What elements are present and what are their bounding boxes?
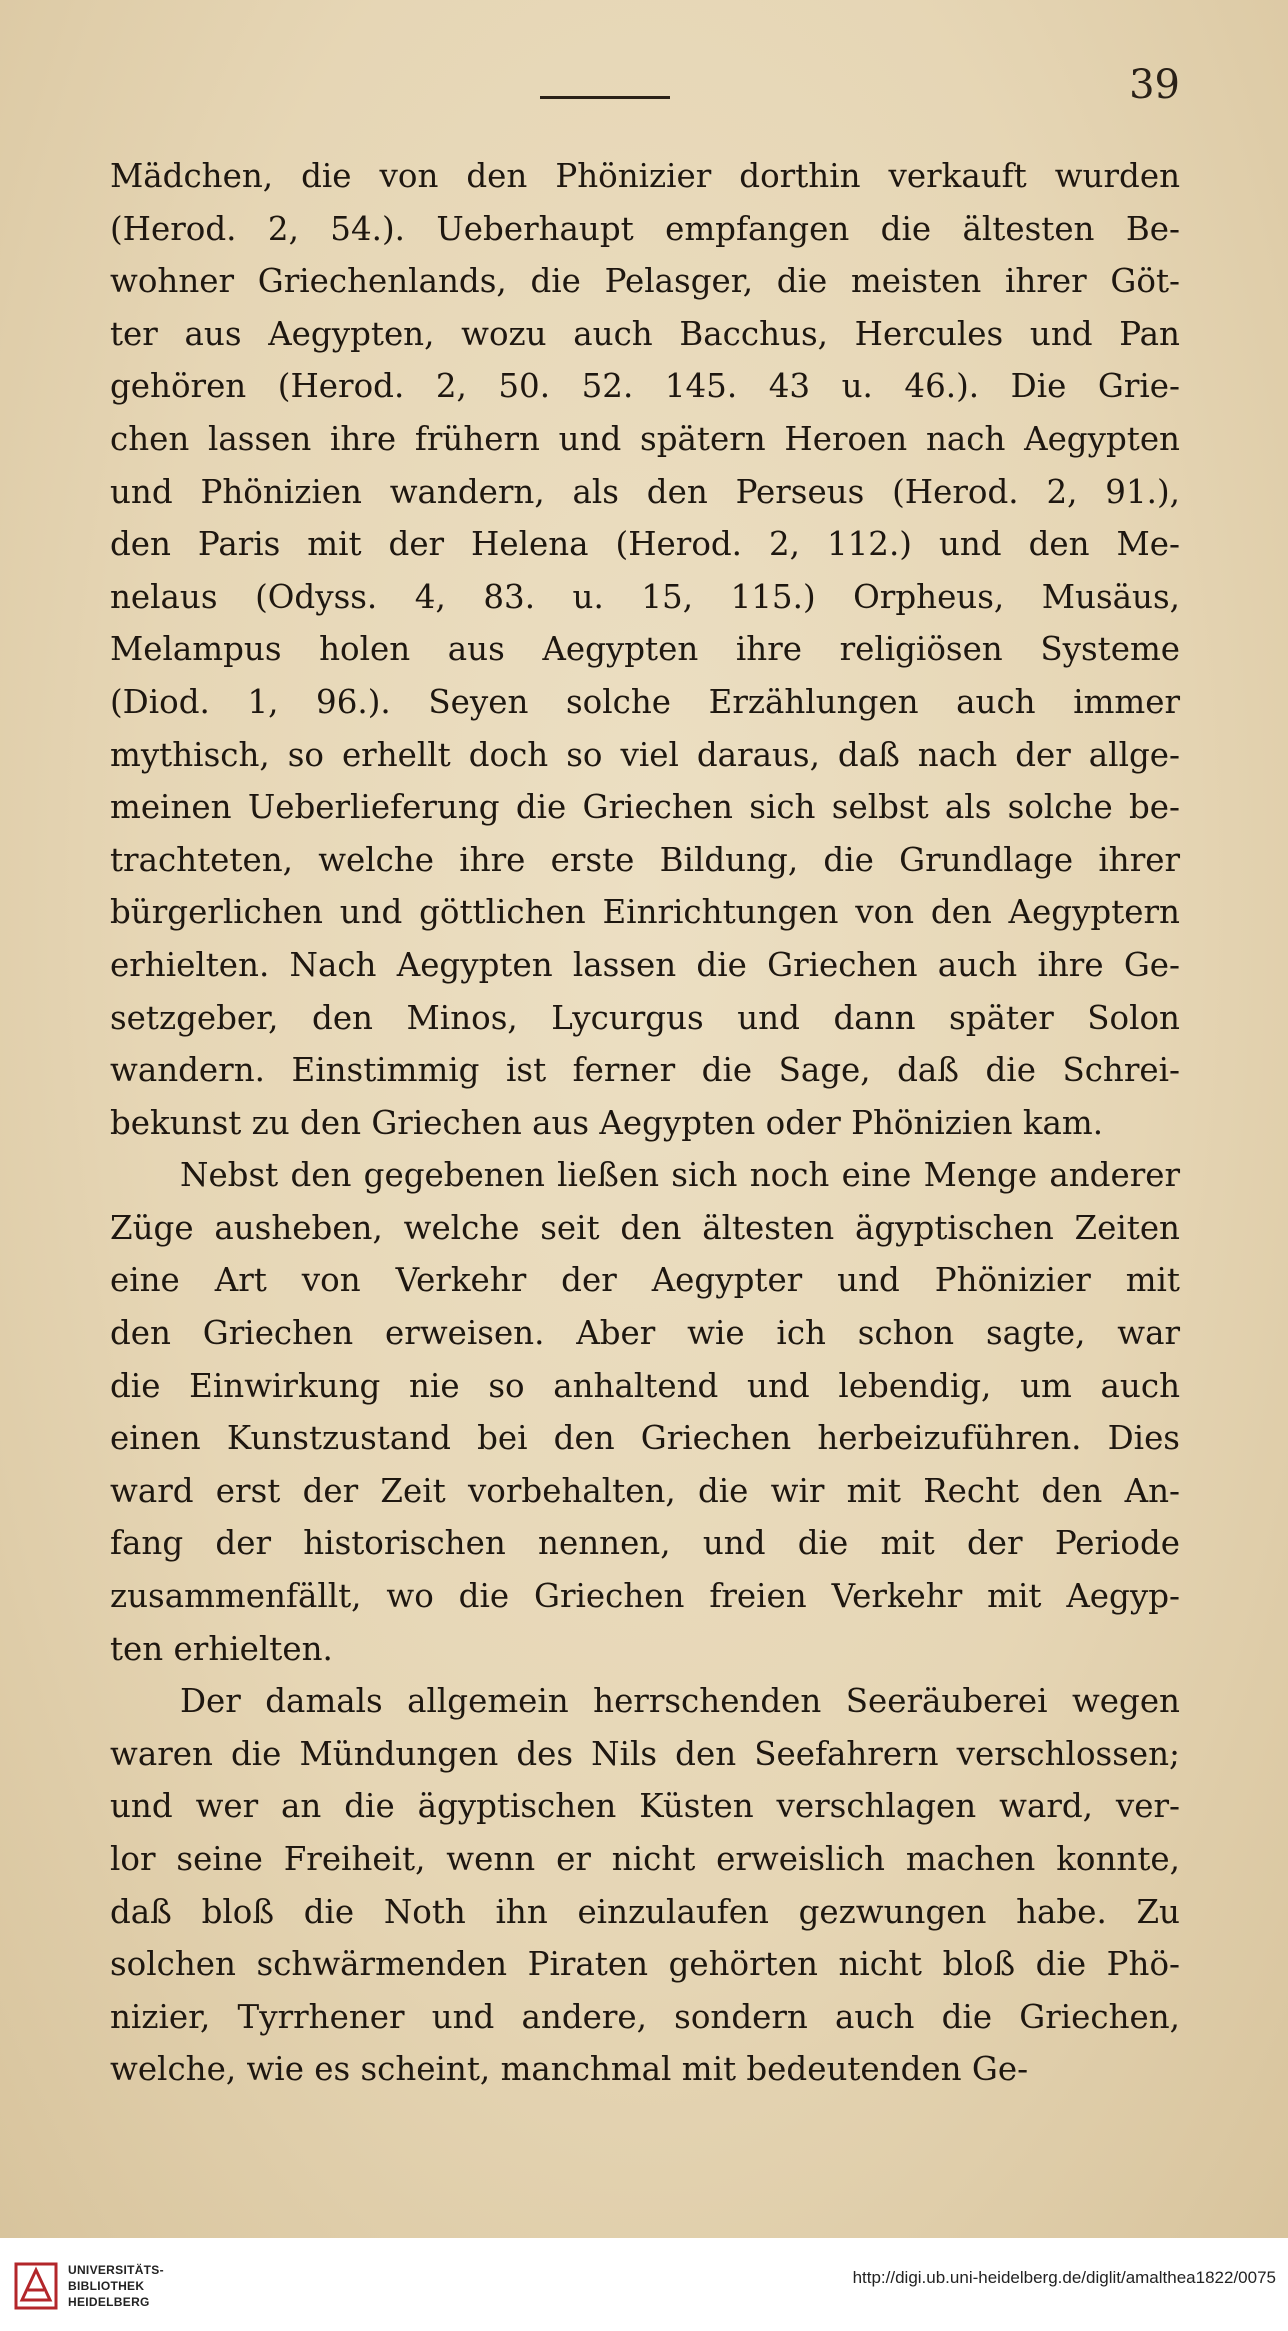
- logo-line-1: UNIVERSITÄTS-: [68, 2263, 164, 2277]
- text-line: gehören (Herod. 2, 50. 52. 145. 43 u. 46.). Die Grie-: [110, 367, 1180, 406]
- text-line: einen Kunstzustand bei den Griechen herbeizuführen. Dies: [110, 1419, 1180, 1458]
- text-line: ten erhielten.: [110, 1629, 333, 1668]
- text-line: mythisch, so erhellt doch so viel daraus, daß nach der allge-: [110, 735, 1180, 774]
- text-line: (Diod. 1, 96.). Seyen solche Erzählungen auch immer: [110, 682, 1180, 721]
- text-line: den Griechen erweisen. Aber wie ich schon sagte, war: [110, 1314, 1180, 1353]
- text-line: und wer an die ägyptischen Küsten verschlagen ward, ver-: [110, 1787, 1180, 1826]
- text-line: solchen schwärmenden Piraten gehörten nicht bloß die Phö-: [110, 1945, 1180, 1984]
- text-line: Züge ausheben, welche seit den ältesten ägyptischen Zeiten: [110, 1208, 1180, 1247]
- text-line: bekunst zu den Griechen aus Aegypten oder Phönizien kam.: [110, 1103, 1104, 1142]
- header-rule: [540, 96, 670, 99]
- text-line: bürgerlichen und göttlichen Einrichtungen von den Aegyptern: [110, 893, 1180, 932]
- logo-line-2: BIBLIOTHEK: [68, 2279, 145, 2293]
- text-line: erhielten. Nach Aegypten lassen die Griechen auch ihre Ge-: [110, 945, 1180, 984]
- text-line: trachteten, welche ihre erste Bildung, die Grundlage ihrer: [110, 840, 1180, 879]
- text-line: nizier, Tyrrhener und andere, sondern auch die Griechen,: [110, 1997, 1180, 2036]
- logo-line-3: HEIDELBERG: [68, 2295, 150, 2309]
- text-line: ter aus Aegypten, wozu auch Bacchus, Hercules und Pan: [110, 314, 1180, 353]
- text-line: nelaus (Odyss. 4, 83. u. 15, 115.) Orpheus, Musäus,: [110, 577, 1180, 616]
- text-line: chen lassen ihre frühern und spätern Heroen nach Aegypten: [110, 419, 1180, 458]
- text-line: Der damals allgemein herrschenden Seeräuberei wegen: [180, 1682, 1180, 1721]
- text-line: und Phönizien wandern, als den Perseus (Herod. 2, 91.),: [110, 472, 1180, 511]
- text-line: zusammenfällt, wo die Griechen freien Verkehr mit Aegyp-: [110, 1577, 1180, 1616]
- text-line: daß bloß die Noth ihn einzulaufen gezwungen habe. Zu: [110, 1892, 1180, 1931]
- text-line: den Paris mit der Helena (Herod. 2, 112.) und den Me-: [110, 525, 1180, 564]
- text-line: Melampus holen aus Aegypten ihre religiösen Systeme: [110, 630, 1180, 669]
- text-line: waren die Mündungen des Nils den Seefahrern verschlossen;: [110, 1734, 1180, 1773]
- library-logo[interactable]: [12, 2258, 182, 2318]
- text-line: fang der historischen nennen, und die mit der Periode: [110, 1524, 1180, 1563]
- text-line: die Einwirkung nie so anhaltend und lebendig, um auch: [110, 1366, 1180, 1405]
- library-logo-text: [68, 2262, 164, 2310]
- text-line: ward erst der Zeit vorbehalten, die wir mit Recht den An-: [110, 1471, 1180, 1510]
- text-line: eine Art von Verkehr der Aegypter und Phönizier mit: [110, 1261, 1180, 1300]
- text-line: welche, wie es scheint, manchmal mit bedeutenden Ge-: [110, 2050, 1029, 2089]
- text-line: setzgeber, den Minos, Lycurgus und dann später Solon: [110, 998, 1180, 1037]
- viewer-footer: [0, 2238, 1288, 2331]
- text-line: wandern. Einstimmig ist ferner die Sage, daß die Schrei-: [110, 1051, 1180, 1090]
- text-line: Nebst den gegebenen ließen sich noch eine Menge anderer: [180, 1156, 1180, 1195]
- library-logo-icon: [12, 2260, 60, 2312]
- text-line: (Herod. 2, 54.). Ueberhaupt empfangen die ältesten Be-: [110, 209, 1180, 248]
- page-number: 39: [1129, 62, 1180, 108]
- body-text: [110, 150, 1180, 2096]
- source-url[interactable]: http://digi.ub.uni-heidelberg.de/diglit/amalthea1822/0075: [852, 2268, 1276, 2287]
- text-line: Mädchen, die von den Phönizier dorthin verkauft wurden: [110, 157, 1180, 195]
- text-line: meinen Ueberlieferung die Griechen sich selbst als solche be-: [110, 788, 1180, 827]
- text-line: lor seine Freiheit, wenn er nicht erweislich machen konnte,: [110, 1840, 1180, 1878]
- text-line: wohner Griechenlands, die Pelasger, die meisten ihrer Göt-: [110, 262, 1180, 301]
